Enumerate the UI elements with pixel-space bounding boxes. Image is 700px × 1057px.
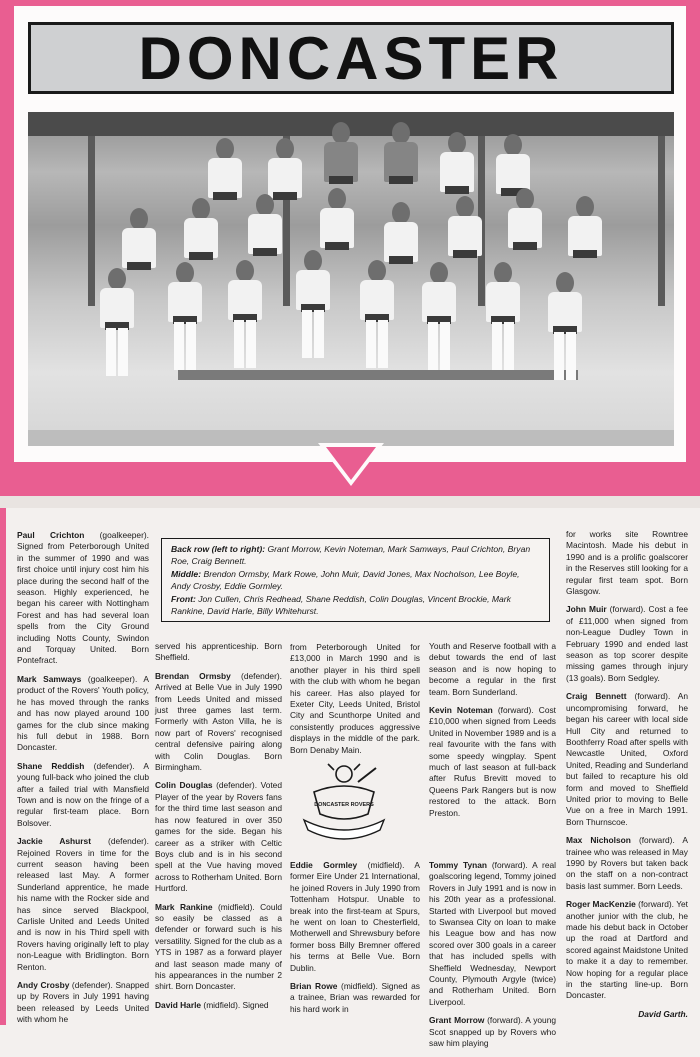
profile-crichton: Paul Crichton (goalkeeper). Signed from Peterborough United in the summer of 1990 and was first choice until injury cost him his place during the second half of the season. Highly experienced, he began his career with Nottingham Forest and has had several loan spells from the City Ground including Notts County, Swindon and Torquay United. Born Pontefract.	[17, 530, 149, 666]
profile-samways: Mark Samways (goalkeeper). A product of the Rovers' Youth policy, he has moved through the ranks and has now played around 100 games for the club since making his full debut in 1988. Born Doncaster.	[17, 673, 149, 753]
profile-rowe: Brian Rowe (midfield). Signed as a trainee, Brian was rewarded for his hard work in	[290, 981, 420, 1014]
profile-harle: David Harle (midfield). Signed	[155, 999, 269, 1010]
profile-nicholson: Max Nicholson (forward). A trainee who was released in May 1990 by Rovers but taken back on the staff on a non-contract basis last summer. Born Leeds.	[566, 835, 688, 891]
profile-gormley: Eddie Gormley (midfield). A former Eire Under 21 International, he joined Rovers in July 1990 from Tottenham Hotspur. Unable to break into the first-team at Spurs, he went on loan to Chesterfield, Motherwell and Shrewsbury before former boss Billy Bremner offered his terms at Belle Vue. Born Dublin.	[290, 860, 420, 973]
profile-ashurst: Jackie Ashurst (defender). Rejoined Rovers in time for the current season having been released last May. A former Sunderland apprentice, he made his name with the Rocker side and has since served Blackpool, Carlisle United and Leeds United and is now in his Third spell with Rovers having originally left to play non-League with Bridlington. Born Renton.	[17, 836, 150, 972]
caption-middle-label: Middle:	[171, 569, 202, 579]
caption-back-names: Grant Morrow, Kevin Noteman, Mark Samways, Paul Crichton, Bryan Roe, Craig Bennett.	[171, 544, 531, 566]
stand-roof	[28, 112, 674, 136]
bench	[178, 370, 578, 380]
column-1	[17, 530, 149, 1033]
profile-douglas: Colin Douglas (defender). Voted Player of the year by Rovers fans for the third time last season and has now featured in over 350 games for the side. Began his career as a striker with Celtic Boys club and is in his second spell at the Vue having moved across to Rotherham United. Born Hurtford.	[155, 780, 283, 894]
profile-reddish: Shane Reddish (defender). A young full-back who joined the club after a failed trial with Mansfield Town and is now on the fringe of a regular first-team place. Born Bolsover.	[17, 760, 150, 828]
profile-crosby: Andy Crosby (defender). Snapped up by Rovers in July 1991 having been released by Leeds United with whom he	[17, 980, 149, 1025]
left-accent-stripe	[0, 508, 6, 1025]
profile-harle-continued: from Peterborough United for £13,000 in March 1990 and is another player in his third spell with the club with whom he began his career. Has also played for Exeter City, Leeds United, Bristol City and Scunthorpe United and consistently produces aggressive displays in the middle of the park. Born Denaby Main.	[290, 642, 420, 755]
profile-ormsby: Brendan Ormsby (defender). Arrived at Belle Vue in July 1990 from Leeds United and missed just three games last term. Formerly with Aston Villa, he is now part of Rovers' recognised central defensive pairing along with Colin Douglas. Born Birmingham.	[155, 670, 282, 773]
team-photo	[28, 112, 674, 446]
profile-mackenzie: Roger MacKenzie (forward). Yet another junior with the club, he made his debut back in October up the road at Dartford and scored against Maidstone United to make it a day to remember. Now hoping for a regular place in the starting line-up. Born Doncaster.	[566, 899, 689, 1001]
column-4	[429, 641, 556, 826]
viking-horns-icon	[328, 764, 360, 770]
profile-rankine: Mark Rankine (midfield). Could so easily be classed as a defender or forward such is his versatility. Signed for the club as a YTS in 1987 as a forward player and last season made many of his appearances in the number 2 shirt. Born Doncaster.	[155, 901, 282, 992]
caption-front-label: Front:	[171, 594, 196, 604]
caption-front-names: Jon Cullen, Chris Redhead, Shane Reddish, Colin Douglas, Vincent Brockie, Mark Rankine, David Harle, Billy Whitehurst.	[171, 594, 511, 616]
photo-panel	[14, 6, 686, 462]
page-title: DONCASTER	[138, 24, 564, 92]
column-3-lower	[290, 860, 420, 1022]
column-2	[155, 641, 282, 1018]
triangle-pointer-fill	[326, 447, 376, 480]
profile-morrow-continued: for works site Rowntree Macintosh. Made his debut in 1990 and is a prolific goalscorer in the Reserves still looking for a regular first team spot. Born Glasgow.	[566, 529, 688, 597]
column-5	[566, 529, 688, 1027]
column-3	[290, 642, 420, 763]
profile-tynan: Tommy Tynan (forward). A real goalscoring legend, Tommy joined Rovers in July 1991 and is now in his 20th year as a professional. Started with Liverpool but moved to Swansea City on loan to make his League bow and has now scored over 300 goals in a career that has included spells with Sheffield Wednesday, Newport County, Plymouth Argyle (twice) and Rotherham United. Born Liverpool.	[429, 860, 556, 1007]
profile-rowe-continued: Youth and Reserve football with a debut towards the end of last season and is now hoping to become a regular in the first team. Born Sunderland.	[429, 641, 556, 697]
author-signature: David Garth.	[638, 1008, 688, 1019]
crest-text: DONCASTER ROVERS	[314, 802, 374, 808]
viking-head-icon	[336, 766, 352, 782]
photo-caption	[161, 538, 550, 622]
profile-noteman: Kevin Noteman (forward). Cost £10,000 when signed from Leeds United in November 1989 and is a real favourite with the fans with some speedy wingplay. Spent much of last season at full-back after Rufus Brevitt moved to Queens Park Rangers but is now restored to the attack. Born Preston.	[429, 705, 556, 818]
column-4-lower	[429, 860, 556, 1057]
profile-morrow: Grant Morrow (forward). A young Scot snapped up by Rovers who saw him playing	[429, 1015, 557, 1049]
caption-middle-names: Brendon Ormsby, Mark Rowe, John Muir, David Jones, Max Nocholson, Lee Boyle, Andy Crosby, Eddie Gormley.	[171, 569, 520, 591]
sword-icon	[358, 768, 376, 782]
stand-post	[658, 136, 665, 306]
caption-back-label: Back row (left to right):	[171, 544, 266, 554]
profile-muir: John Muir (forward). Cost a fee of £11,000 when signed from non-League Dudley Town in February 1990 and ended last season as top scorer despite missing games through injury (13 goals). Born Sedgley.	[566, 604, 689, 683]
club-crest	[296, 762, 392, 846]
page-gutter	[0, 496, 700, 508]
title-banner	[28, 22, 674, 94]
profile-crosby-continued: served his apprenticeship. Born Sheffield.	[155, 641, 282, 663]
profile-bennett: Craig Bennett (forward). An uncompromising forward, he began his career with local side Hull City and returned to Boothferry Road after spells with Newcastle United, Oxford United, Reading and Sunderland but failed to recapture his old form and moved to Sheffield United prior to moving to Belle Vue on a free in March 1991. Born Thurnscoe.	[566, 691, 688, 827]
stand-post	[88, 136, 95, 306]
top-page	[0, 0, 700, 496]
crest-scroll	[304, 820, 384, 839]
